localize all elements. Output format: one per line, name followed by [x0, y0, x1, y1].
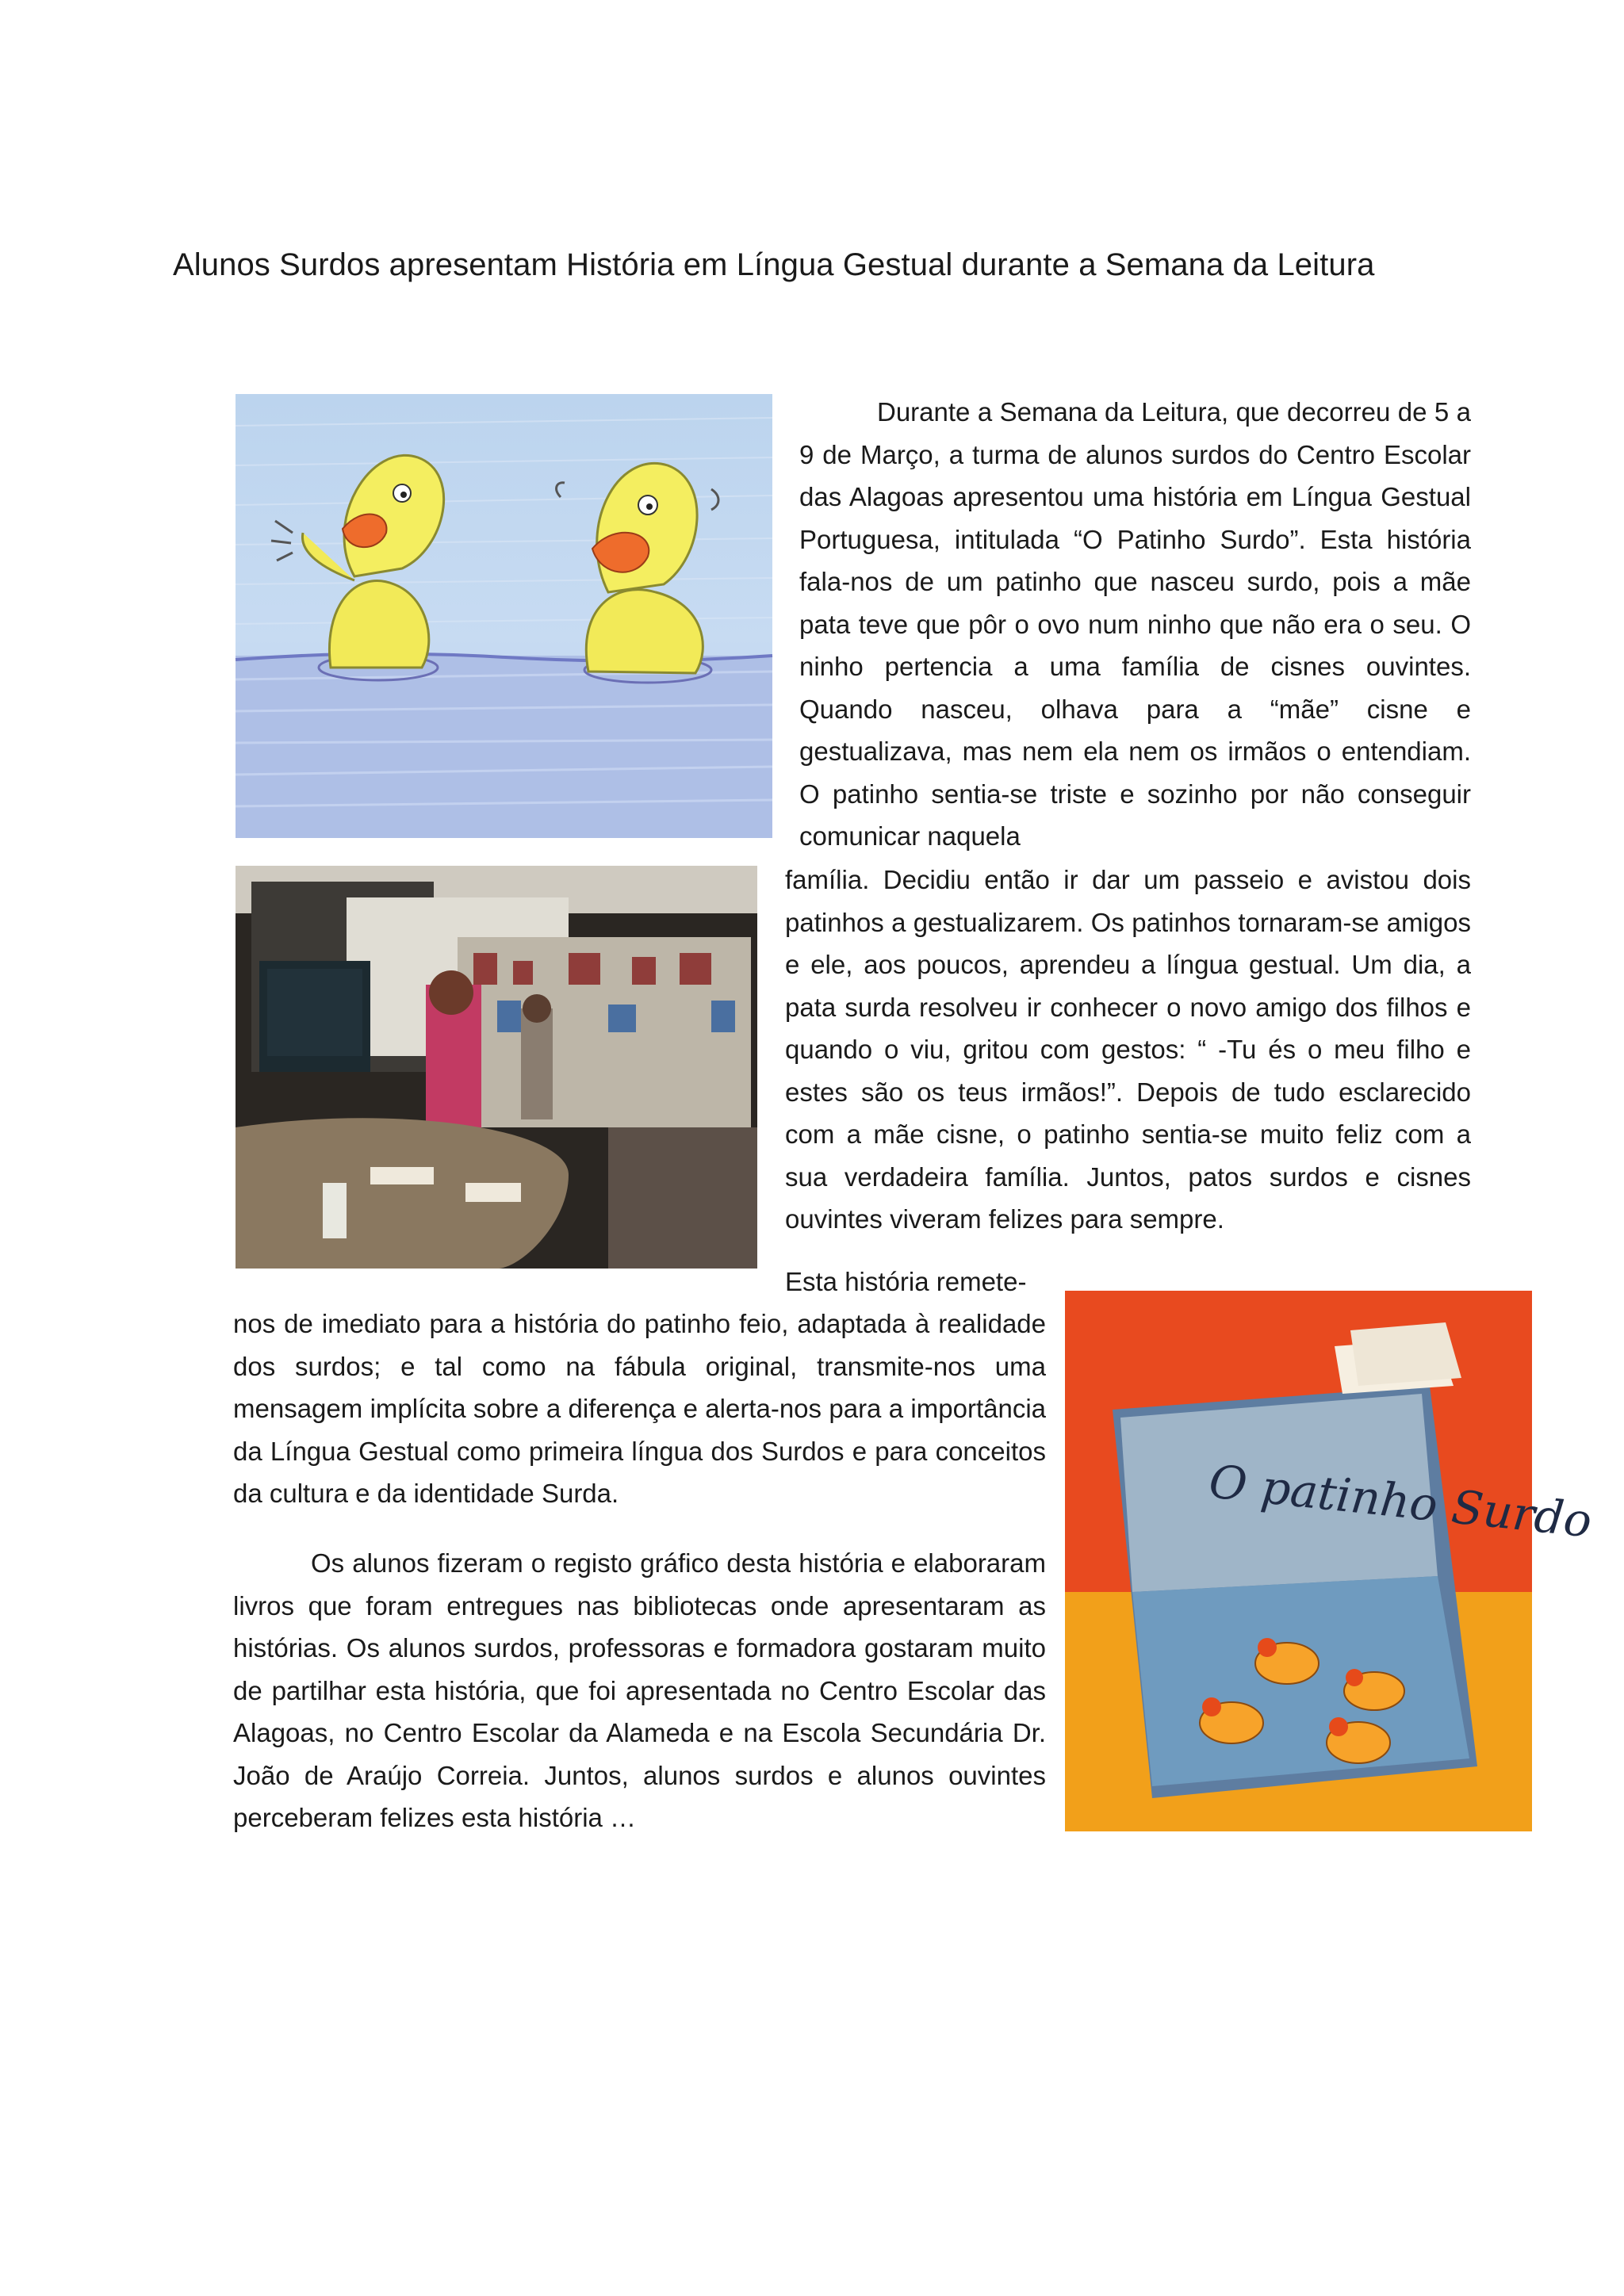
- paragraph-2b: nos de imediato para a história do patinho feio, adaptada à realidade dos surdos; e tal como na fábula original, transmite-nos uma mensagem implícita sobre a diferença e alerta-nos para a importância da Língua Gestual como primeira língua dos Surdos e para conceitos da cultura e da identidade Surda.: [233, 1309, 1046, 1508]
- book-cover-title: O patinho Surdo: [1206, 1454, 1595, 1548]
- paragraph-2a: Esta história remete-: [785, 1267, 1027, 1296]
- paragraph-1a: Durante a Semana da Leitura, que decorreu de 5 a 9 de Março, a turma de alunos surdos do Centro Escolar das Alagoas apresentou uma história em Língua Gestual Portuguesa, intitulada “O Patinho Surdo”. Esta história fala-nos de um patinho que nasceu surdo, pois a mãe pata teve que pôr o ovo num ninho que não era o seu. O ninho pertencia a uma família de cisnes ouvintes. Quando nasceu, olhava para a “mãe” cisne e gestualizava, mas nem ela nem os irmãos o entendiam. O patinho sentia-se triste e sozinho por não conseguir comunicar naquela: [799, 397, 1471, 851]
- library-photo: [236, 866, 757, 1269]
- paragraph-3: Os alunos fizeram o registo gráfico desta história e elaboraram livros que foram entregues nas bibliotecas onde apresentaram as histórias. Os alunos surdos, professoras e formadora gostaram muito de partilhar esta história, que foi apresentada no Centro Escolar das Alagoas, no Centro Escolar da Alameda e na Escola Secundária Dr. João de Araújo Correia. Juntos, alunos surdos e alunos ouvintes perceberam felizes esta história …: [233, 1548, 1046, 1832]
- document-title: Alunos Surdos apresentam História em Língua Gestual durante a Semana da Leitura: [173, 247, 1375, 282]
- ducklings-illustration: [236, 394, 772, 838]
- paragraph-1b: família. Decidiu então ir dar um passeio e avistou dois patinhos a gestualizarem. Os patinhos tornaram-se amigos e ele, aos poucos, aprendeu a língua gestual. Um dia, a pata surda resolveu ir conhecer o novo amigo dos filhos e quando o viu, gritou com gestos: “ -Tu és o meu filho e estes são os teus irmãos!”. Depois de tudo esclarecido com a mãe cisne, o patinho sentia-se muito feliz com a sua verdadeira família. Juntos, patos surdos e cisnes ouvintes viveram felizes para sempre.: [785, 865, 1471, 1234]
- book-cover-photo: [1065, 1291, 1595, 1831]
